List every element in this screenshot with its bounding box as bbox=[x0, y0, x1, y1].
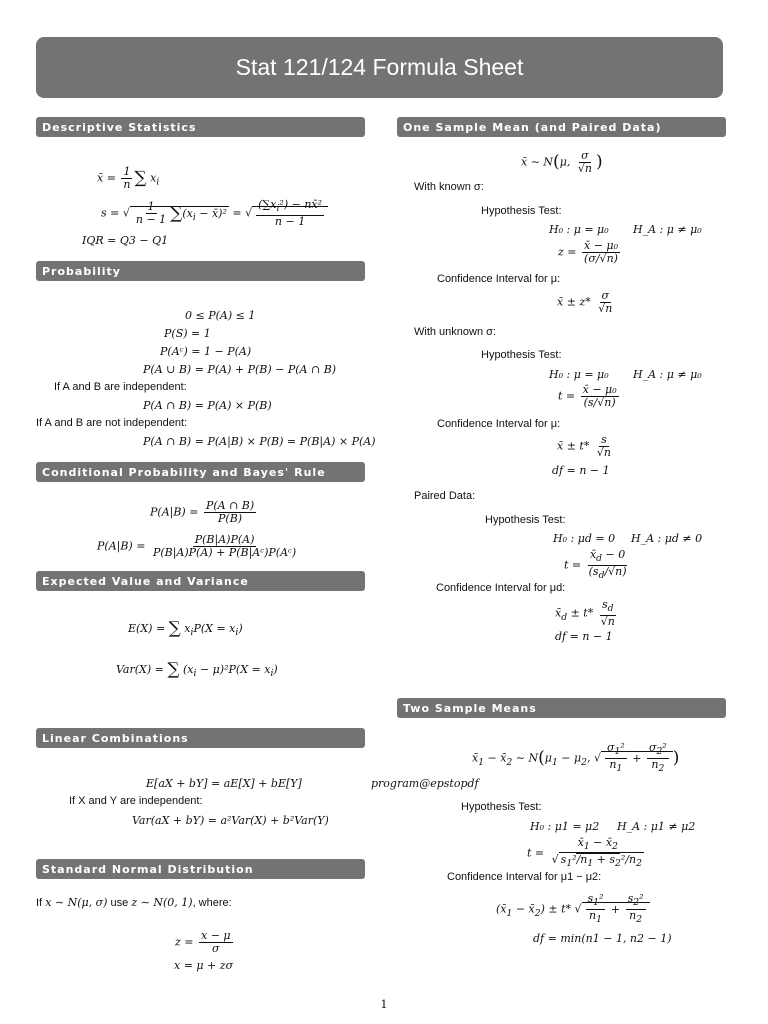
formula-h0-two-sample: H₀ : μ1 = μ2 bbox=[530, 820, 600, 833]
formula-sampling-distribution: x̄ ∼ N(μ, $\frac{\sigma}{√n}$ ) bbox=[521, 149, 603, 175]
formula-union: P(A ∪ B) = P(A) + P(B) − P(A ∩ B) bbox=[143, 363, 337, 376]
formula-ci-paired: $x̄_d \pm t*$ $\frac{s_d}{√n}$ bbox=[555, 598, 615, 629]
text-ci-mud: Confidence Interval for μd: bbox=[436, 582, 566, 594]
section-two-sample-means: Two Sample Means bbox=[397, 698, 726, 718]
formula-z-test: z = $\frac{\text{x̄ − μ₀}}{(\sigma/√n)}$ bbox=[558, 239, 618, 265]
formula-h0-2: H₀ : μ = μ₀ bbox=[549, 368, 609, 381]
formula-complement: P(Aᶜ) = 1 − P(A) bbox=[160, 345, 252, 358]
formula-expected-value: E(X) = ∑ $x_iP(X = x_i)$ bbox=[128, 618, 243, 639]
section-one-sample-mean: One Sample Mean (and Paired Data) bbox=[397, 117, 726, 137]
formula-h0-paired: H₀ : μd = 0 bbox=[553, 532, 616, 545]
formula-prob-range: 0 ≤ P(A) ≤ 1 bbox=[185, 309, 256, 322]
formula-bayes: P(A|B) = $\frac{P(B|A)P(A)}{\text{P(B|A)P(A) + P(B|Aᶜ)P(Aᶜ)}}$ bbox=[97, 533, 297, 559]
formula-linear-expectation: E[aX + bY] = aE[X] + bE[Y] bbox=[146, 777, 302, 790]
formula-conditional: P(A|B) = $\frac{P(A \cap B)}{P(B)}$ bbox=[150, 499, 255, 525]
formula-df-1: df = n − 1 bbox=[552, 464, 610, 477]
formula-ha-paired: H_A : μd ≠ 0 bbox=[631, 532, 703, 545]
text-ci-mu-2: Confidence Interval for μ: bbox=[437, 418, 561, 430]
section-linear-combinations: Linear Combinations bbox=[36, 728, 365, 748]
text-hypothesis-test-4: Hypothesis Test: bbox=[461, 801, 542, 813]
formula-linear-variance: Var(aX + bY) = a²Var(X) + b²Var(Y) bbox=[132, 814, 329, 827]
formula-x-from-z: x = μ + zσ bbox=[174, 959, 234, 972]
text-paired-data: Paired Data: bbox=[414, 490, 476, 502]
formula-df-2: df = n − 1 bbox=[555, 630, 613, 643]
text-xy-independent: If X and Y are independent: bbox=[69, 795, 203, 807]
formula-iqr: IQR = Q3 − Q1 bbox=[82, 234, 169, 247]
text-unknown-sigma: With unknown σ: bbox=[414, 326, 496, 338]
text-ci-mu-1: Confidence Interval for μ: bbox=[437, 273, 561, 285]
formula-h0-1: H₀ : μ = μ₀ bbox=[549, 223, 609, 236]
text-independent: If A and B are independent: bbox=[54, 381, 187, 393]
formula-t-paired: t = $\frac{x̄_d - 0}{(s_d/√n)}$ bbox=[564, 548, 627, 582]
formula-ha-2: H_A : μ ≠ μ₀ bbox=[633, 368, 702, 381]
section-probability: Probability bbox=[36, 261, 365, 281]
formula-prob-sample-space: P(S) = 1 bbox=[164, 327, 211, 340]
formula-ci-z: x̄ ± z* $\frac{\sigma}{√n}$ bbox=[557, 289, 613, 315]
text-hypothesis-test-1: Hypothesis Test: bbox=[481, 205, 562, 217]
text-not-independent: If A and B are not independent: bbox=[36, 417, 188, 429]
formula-intersection-general: P(A ∩ B) = P(A|B) × P(B) = P(B|A) × P(A) bbox=[143, 435, 376, 448]
formula-t-test: t = $\frac{\text{x̄ − μ₀}}{(s/√n)}$ bbox=[558, 383, 617, 409]
formula-df-two-sample: df = min(n1 − 1, n2 − 1) bbox=[533, 932, 672, 945]
formula-ha-1: H_A : μ ≠ μ₀ bbox=[633, 223, 702, 236]
formula-two-sample-distribution: $x̄_1$ − $x̄_2$ ∼ $N(\mu_1 - \mu_2$, √ $\frac{\sigma_1^2}{n_1}$ + $\frac{\sigma_2^2}{n_2}$ ) bbox=[472, 741, 680, 775]
formula-variance: Var(X) = ∑ $(x_i - \mu)^2P(X = x_i)$ bbox=[116, 659, 278, 680]
text-known-sigma: With known σ: bbox=[414, 181, 484, 193]
formula-mean: x̄ = $\frac{1}{n}$ ∑ $x_i$ bbox=[97, 165, 160, 191]
watermark-program-epstopdf: program@epstopdf bbox=[371, 777, 479, 790]
text-hypothesis-test-2: Hypothesis Test: bbox=[481, 349, 562, 361]
section-standard-normal: Standard Normal Distribution bbox=[36, 859, 365, 879]
formula-sd: s = √ $\frac{1}{n - 1}$ $\sum(x_i$ − x̄)² = √ $\frac{(\sum x_i^2) - nx̄^2}{n - 1}$ bbox=[101, 199, 328, 228]
formula-ci-t: x̄ ± t* $\frac{s}{√n}$ bbox=[557, 433, 611, 459]
formula-intersection-independent: P(A ∩ B) = P(A) × P(B) bbox=[143, 399, 272, 412]
formula-ha-two-sample: H_A : μ1 ≠ μ2 bbox=[617, 820, 696, 833]
text-hypothesis-test-3: Hypothesis Test: bbox=[485, 514, 566, 526]
formula-z-score: z = $\frac{x - \mu}{\sigma}$ bbox=[175, 929, 231, 955]
section-expected-value: Expected Value and Variance bbox=[36, 571, 365, 591]
text-normal-condition: If x ∼ N(μ, σ) use z ∼ N(0, 1), where: bbox=[36, 896, 232, 909]
section-descriptive-statistics: Descriptive Statistics bbox=[36, 117, 365, 137]
page-number: 1 bbox=[380, 998, 388, 1011]
page-title: Stat 121/124 Formula Sheet bbox=[36, 37, 723, 98]
text-ci-diff: Confidence Interval for μ1 − μ2: bbox=[447, 871, 602, 883]
formula-t-two-sample: t = $\frac{x̄_1 - x̄_2}{√ s_1^2/n_1 + s_2^2/n_2}$ bbox=[527, 836, 642, 870]
section-conditional-probability: Conditional Probability and Bayes' Rule bbox=[36, 462, 365, 482]
formula-ci-two-sample: ($x̄_1$ − $x̄_2) \pm t*$ √ $\frac{s_1^2}{n_1}$ + $\frac{s_2^2}{n_2}$ bbox=[496, 893, 650, 926]
